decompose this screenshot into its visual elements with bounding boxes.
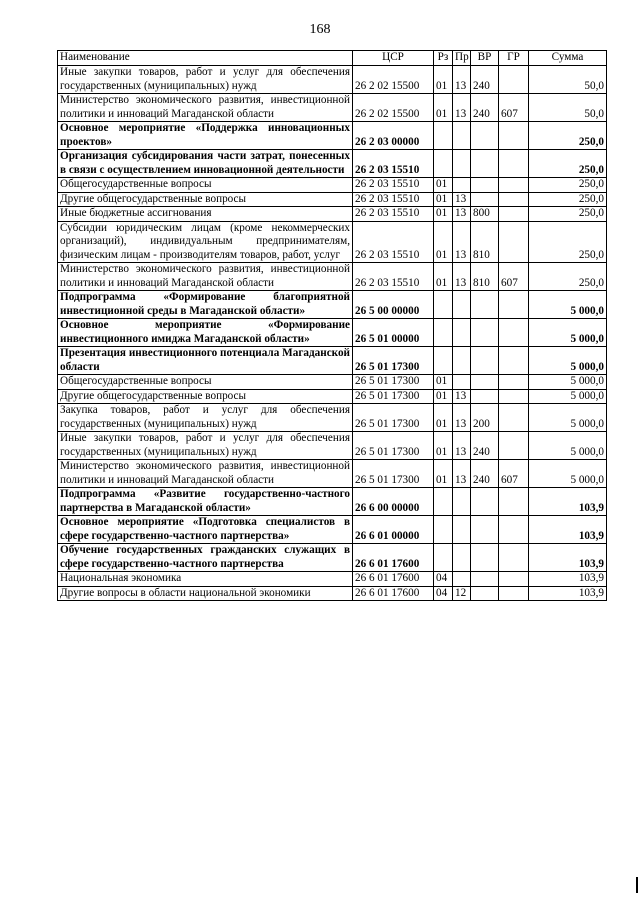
row-vr: 810 (471, 263, 499, 291)
row-csr: 26 2 03 00000 (353, 122, 434, 150)
row-pr: 13 (453, 432, 471, 460)
row-csr: 26 5 01 17300 (353, 347, 434, 375)
row-name: Иные бюджетные ассигнования (58, 207, 353, 222)
row-gr (499, 66, 529, 94)
row-gr (499, 572, 529, 587)
row-gr (499, 207, 529, 222)
row-sum: 103,9 (529, 516, 607, 544)
row-vr (471, 122, 499, 150)
row-name: Основное мероприятие «Поддержка инновационных проектов» (58, 122, 353, 150)
row-csr: 26 6 01 17600 (353, 586, 434, 601)
row-gr: 607 (499, 94, 529, 122)
row-vr: 800 (471, 207, 499, 222)
row-csr: 26 6 01 17600 (353, 572, 434, 587)
table-row (58, 178, 607, 193)
table-row (58, 150, 607, 178)
table-row (58, 432, 607, 460)
row-vr: 240 (471, 432, 499, 460)
row-pr: 13 (453, 207, 471, 222)
row-pr (453, 291, 471, 319)
row-vr: 810 (471, 221, 499, 263)
row-sum: 5 000,0 (529, 347, 607, 375)
row-gr (499, 291, 529, 319)
table-row (58, 94, 607, 122)
header-sum: Сумма (529, 51, 607, 66)
row-csr: 26 2 03 15510 (353, 207, 434, 222)
table-body (58, 66, 607, 601)
table-row (58, 460, 607, 488)
row-pr (453, 178, 471, 193)
row-gr (499, 389, 529, 404)
row-rz (434, 319, 453, 347)
row-name: Обучение государственных гражданских служащих в сфере государственно-частного партнерства (58, 544, 353, 572)
row-sum: 250,0 (529, 263, 607, 291)
row-pr: 13 (453, 460, 471, 488)
row-rz: 01 (434, 221, 453, 263)
header-vr: ВР (471, 51, 499, 66)
table-row (58, 263, 607, 291)
row-vr: 240 (471, 94, 499, 122)
row-pr (453, 544, 471, 572)
row-gr (499, 347, 529, 375)
row-sum: 250,0 (529, 192, 607, 207)
table-row (58, 389, 607, 404)
row-rz: 04 (434, 572, 453, 587)
row-rz: 01 (434, 94, 453, 122)
row-pr: 13 (453, 221, 471, 263)
row-sum: 250,0 (529, 122, 607, 150)
row-name: Закупка товаров, работ и услуг для обеспечения государственных (муниципальных) нужд (58, 404, 353, 432)
row-rz (434, 150, 453, 178)
row-pr: 13 (453, 94, 471, 122)
row-csr: 26 5 01 00000 (353, 319, 434, 347)
row-gr (499, 488, 529, 516)
row-name: Другие общегосударственные вопросы (58, 389, 353, 404)
row-name: Национальная экономика (58, 572, 353, 587)
row-rz (434, 488, 453, 516)
row-gr (499, 192, 529, 207)
row-vr: 200 (471, 404, 499, 432)
row-gr (499, 516, 529, 544)
header-pr: Пр (453, 51, 471, 66)
row-rz: 01 (434, 404, 453, 432)
row-gr (499, 586, 529, 601)
row-pr (453, 516, 471, 544)
header-gr: ГР (499, 51, 529, 66)
row-rz (434, 291, 453, 319)
table-row (58, 404, 607, 432)
row-gr (499, 404, 529, 432)
row-rz: 01 (434, 432, 453, 460)
row-gr (499, 544, 529, 572)
row-csr: 26 2 02 15500 (353, 66, 434, 94)
row-pr (453, 150, 471, 178)
table-row (58, 375, 607, 390)
page-number: 168 (309, 22, 331, 37)
row-sum: 5 000,0 (529, 460, 607, 488)
row-name: Министерство экономического развития, инвестиционной политики и инноваций Магаданской области (58, 94, 353, 122)
row-gr (499, 122, 529, 150)
header-csr: ЦСР (353, 51, 434, 66)
row-csr: 26 2 03 15510 (353, 221, 434, 263)
row-sum: 250,0 (529, 150, 607, 178)
row-sum: 103,9 (529, 488, 607, 516)
row-pr (453, 375, 471, 390)
row-vr (471, 319, 499, 347)
row-csr: 26 5 01 17300 (353, 375, 434, 390)
row-sum: 103,9 (529, 572, 607, 587)
row-sum: 5 000,0 (529, 319, 607, 347)
row-name: Основное мероприятие «Формирование инвестиционного имиджа Магаданской области» (58, 319, 353, 347)
row-csr: 26 2 03 15510 (353, 192, 434, 207)
row-pr: 13 (453, 263, 471, 291)
row-pr (453, 122, 471, 150)
row-rz: 01 (434, 263, 453, 291)
row-rz: 01 (434, 66, 453, 94)
row-csr: 26 2 03 15510 (353, 178, 434, 193)
row-name: Министерство экономического развития, инвестиционной политики и инноваций Магаданской области (58, 263, 353, 291)
row-vr: 240 (471, 66, 499, 94)
row-name: Общегосударственные вопросы (58, 178, 353, 193)
row-sum: 50,0 (529, 94, 607, 122)
row-name: Иные закупки товаров, работ и услуг для обеспечения государственных (муниципальных) нужд (58, 432, 353, 460)
row-rz: 01 (434, 192, 453, 207)
table-row (58, 488, 607, 516)
row-pr (453, 572, 471, 587)
table-row (58, 572, 607, 587)
table-row (58, 291, 607, 319)
row-csr: 26 2 02 15500 (353, 94, 434, 122)
row-rz (434, 347, 453, 375)
header-name: Наименование (58, 51, 353, 66)
row-rz: 04 (434, 586, 453, 601)
row-gr (499, 319, 529, 347)
row-pr (453, 319, 471, 347)
row-csr: 26 2 03 15510 (353, 150, 434, 178)
row-gr (499, 375, 529, 390)
row-gr (499, 150, 529, 178)
row-vr (471, 347, 499, 375)
row-pr: 13 (453, 66, 471, 94)
table-row (58, 207, 607, 222)
row-vr (471, 375, 499, 390)
row-name: Организация субсидирования части затрат, понесенных в связи с осуществлением инновационной деятельности (58, 150, 353, 178)
row-name: Общегосударственные вопросы (58, 375, 353, 390)
row-rz (434, 516, 453, 544)
row-sum: 250,0 (529, 178, 607, 193)
row-vr (471, 192, 499, 207)
row-name: Подпрограмма «Формирование благоприятной инвестиционной среды в Магаданской области» (58, 291, 353, 319)
row-sum: 250,0 (529, 221, 607, 263)
table-row (58, 347, 607, 375)
table-row (58, 544, 607, 572)
row-csr: 26 6 01 17600 (353, 544, 434, 572)
row-sum: 5 000,0 (529, 375, 607, 390)
row-gr: 607 (499, 263, 529, 291)
row-vr: 240 (471, 460, 499, 488)
row-sum: 5 000,0 (529, 291, 607, 319)
row-sum: 103,9 (529, 586, 607, 601)
table-row (58, 122, 607, 150)
table-row (58, 516, 607, 544)
row-pr: 13 (453, 192, 471, 207)
scan-edge-mark (636, 877, 638, 893)
row-sum: 5 000,0 (529, 389, 607, 404)
row-csr: 26 5 00 00000 (353, 291, 434, 319)
row-vr (471, 572, 499, 587)
row-csr: 26 5 01 17300 (353, 404, 434, 432)
row-rz (434, 122, 453, 150)
row-gr (499, 221, 529, 263)
row-name: Презентация инвестиционного потенциала Магаданской области (58, 347, 353, 375)
table-row (58, 221, 607, 263)
row-vr (471, 178, 499, 193)
row-vr (471, 516, 499, 544)
row-csr: 26 6 00 00000 (353, 488, 434, 516)
row-sum: 50,0 (529, 66, 607, 94)
row-csr: 26 2 03 15510 (353, 263, 434, 291)
row-vr (471, 586, 499, 601)
row-name: Другие общегосударственные вопросы (58, 192, 353, 207)
row-pr: 12 (453, 586, 471, 601)
row-pr (453, 488, 471, 516)
row-name: Иные закупки товаров, работ и услуг для обеспечения государственных (муниципальных) нужд (58, 66, 353, 94)
row-vr (471, 291, 499, 319)
table-row (58, 586, 607, 601)
budget-table (57, 50, 607, 601)
table-row (58, 66, 607, 94)
row-csr: 26 6 01 00000 (353, 516, 434, 544)
table-row (58, 192, 607, 207)
row-pr: 13 (453, 389, 471, 404)
row-gr (499, 178, 529, 193)
row-vr (471, 389, 499, 404)
row-gr: 607 (499, 460, 529, 488)
row-rz (434, 544, 453, 572)
table-row (58, 319, 607, 347)
row-sum: 103,9 (529, 544, 607, 572)
row-pr: 13 (453, 404, 471, 432)
row-pr (453, 347, 471, 375)
row-csr: 26 5 01 17300 (353, 432, 434, 460)
row-vr (471, 488, 499, 516)
row-sum: 5 000,0 (529, 404, 607, 432)
row-name: Другие вопросы в области национальной экономики (58, 586, 353, 601)
row-csr: 26 5 01 17300 (353, 389, 434, 404)
row-rz: 01 (434, 207, 453, 222)
row-rz: 01 (434, 460, 453, 488)
table-header-row (58, 51, 607, 66)
row-name: Субсидии юридическим лицам (кроме некоммерческих организаций), индивидуальным предпринимателям, физическим лицам - производителям товаров, работ, услуг (58, 221, 353, 263)
row-gr (499, 432, 529, 460)
row-name: Подпрограмма «Развитие государственно-частного партнерства в Магаданской области» (58, 488, 353, 516)
row-name: Министерство экономического развития, инвестиционной политики и инноваций Магаданской области (58, 460, 353, 488)
row-rz: 01 (434, 375, 453, 390)
row-name: Основное мероприятие «Подготовка специалистов в сфере государственно-частного партнерства» (58, 516, 353, 544)
row-rz: 01 (434, 389, 453, 404)
row-sum: 250,0 (529, 207, 607, 222)
header-rz: Рз (434, 51, 453, 66)
row-vr (471, 150, 499, 178)
row-rz: 01 (434, 178, 453, 193)
row-csr: 26 5 01 17300 (353, 460, 434, 488)
row-sum: 5 000,0 (529, 432, 607, 460)
row-vr (471, 544, 499, 572)
